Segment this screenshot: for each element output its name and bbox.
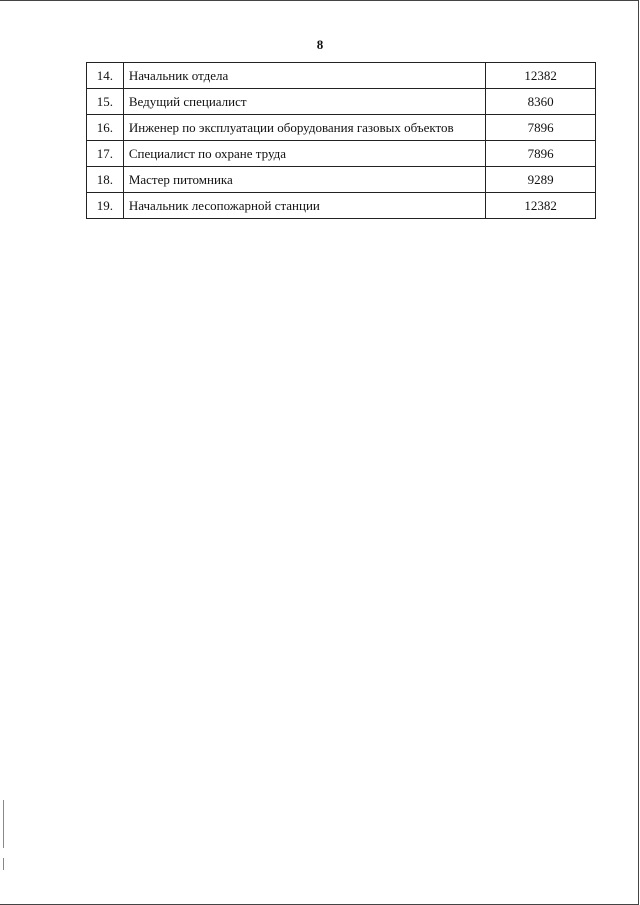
- row-number: 17.: [87, 141, 124, 167]
- position-title: Начальник лесопожарной станции: [123, 193, 485, 219]
- position-title: Мастер питомника: [123, 167, 485, 193]
- salary-table: [86, 62, 596, 219]
- row-number: 19.: [87, 193, 124, 219]
- table-row: [87, 115, 596, 141]
- salary-value: 8360: [486, 89, 596, 115]
- salary-value: 9289: [486, 167, 596, 193]
- salary-value: 7896: [486, 141, 596, 167]
- table-row: [87, 141, 596, 167]
- row-number: 14.: [87, 63, 124, 89]
- row-number: 16.: [87, 115, 124, 141]
- row-number: 18.: [87, 167, 124, 193]
- page-number: 8: [316, 37, 324, 52]
- table-row: [87, 63, 596, 89]
- salary-value: 7896: [486, 115, 596, 141]
- row-number: 15.: [87, 89, 124, 115]
- salary-value: 12382: [486, 193, 596, 219]
- position-title: Ведущий специалист: [123, 89, 485, 115]
- scan-mark: [3, 800, 4, 848]
- position-title: Начальник отдела: [123, 63, 485, 89]
- position-title: Специалист по охране труда: [123, 141, 485, 167]
- salary-value: 12382: [486, 63, 596, 89]
- position-title: Инженер по эксплуатации оборудования газовых объектов: [123, 115, 485, 141]
- scan-mark: [3, 858, 4, 870]
- table-row: [87, 193, 596, 219]
- table-row: [87, 167, 596, 193]
- table-row: [87, 89, 596, 115]
